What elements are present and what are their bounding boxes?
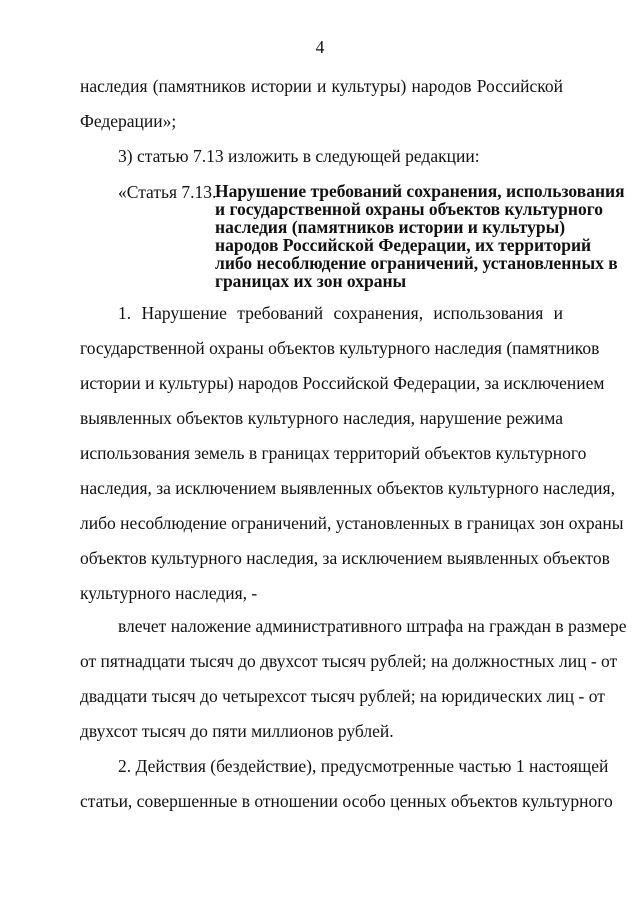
page-number: 4 <box>315 37 325 57</box>
article-title-line: народов Российской Федерации, их территорий <box>215 235 592 255</box>
part1-line: объектов культурного наследия, за исключением выявленных объектов <box>80 548 610 568</box>
item-3: 3) статью 7.13 изложить в следующей редакции: <box>118 146 480 166</box>
intro-line-1: наследия (памятников истории и культуры) народов Российской <box>80 76 563 96</box>
part2-line: 2. Действия (бездействие), предусмотренные частью 1 настоящей <box>118 756 609 776</box>
penalty-last-line: двухсот тысяч до пяти миллионов рублей. <box>80 721 394 741</box>
part1-line: либо несоблюдение ограничений, установленных в границах зон охраны <box>80 513 624 533</box>
article-title-line: Нарушение требований сохранения, использования <box>215 181 625 201</box>
penalty-line: влечет наложение административного штрафа на граждан в размере <box>118 616 627 636</box>
article-label: «Статья 7.13. <box>118 182 217 202</box>
penalty-line: двадцати тысяч до четырехсот тысяч рублей; на юридических лиц - от <box>80 686 605 706</box>
article-title-line: и государственной охраны объектов культурного <box>215 199 603 219</box>
part1-line: использования земель в границах территорий объектов культурного <box>80 443 587 463</box>
intro-line-2: Федерации»; <box>80 111 177 131</box>
part2-line: статьи, совершенные в отношении особо ценных объектов культурного <box>80 791 613 811</box>
article-title-line: либо несоблюдение ограничений, установленных в <box>215 253 618 273</box>
part1-last-line: культурного наследия, - <box>80 583 258 603</box>
article-title-line: границах их зон охраны <box>215 271 407 291</box>
part1-line: 1. Нарушение требований сохранения, использования и <box>118 303 563 323</box>
part1-line: государственной охраны объектов культурного наследия (памятников <box>80 338 600 358</box>
article-title-line: наследия (памятников истории и культуры) <box>215 217 566 237</box>
part1-line: наследия, за исключением выявленных объектов культурного наследия, <box>80 478 615 498</box>
part1-line: истории и культуры) народов Российской Федерации, за исключением <box>80 373 605 393</box>
part1-line: выявленных объектов культурного наследия, нарушение режима <box>80 408 563 428</box>
article-title <box>215 181 625 291</box>
penalty-line: от пятнадцати тысяч до двухсот тысяч рублей; на должностных лиц - от <box>80 651 618 671</box>
